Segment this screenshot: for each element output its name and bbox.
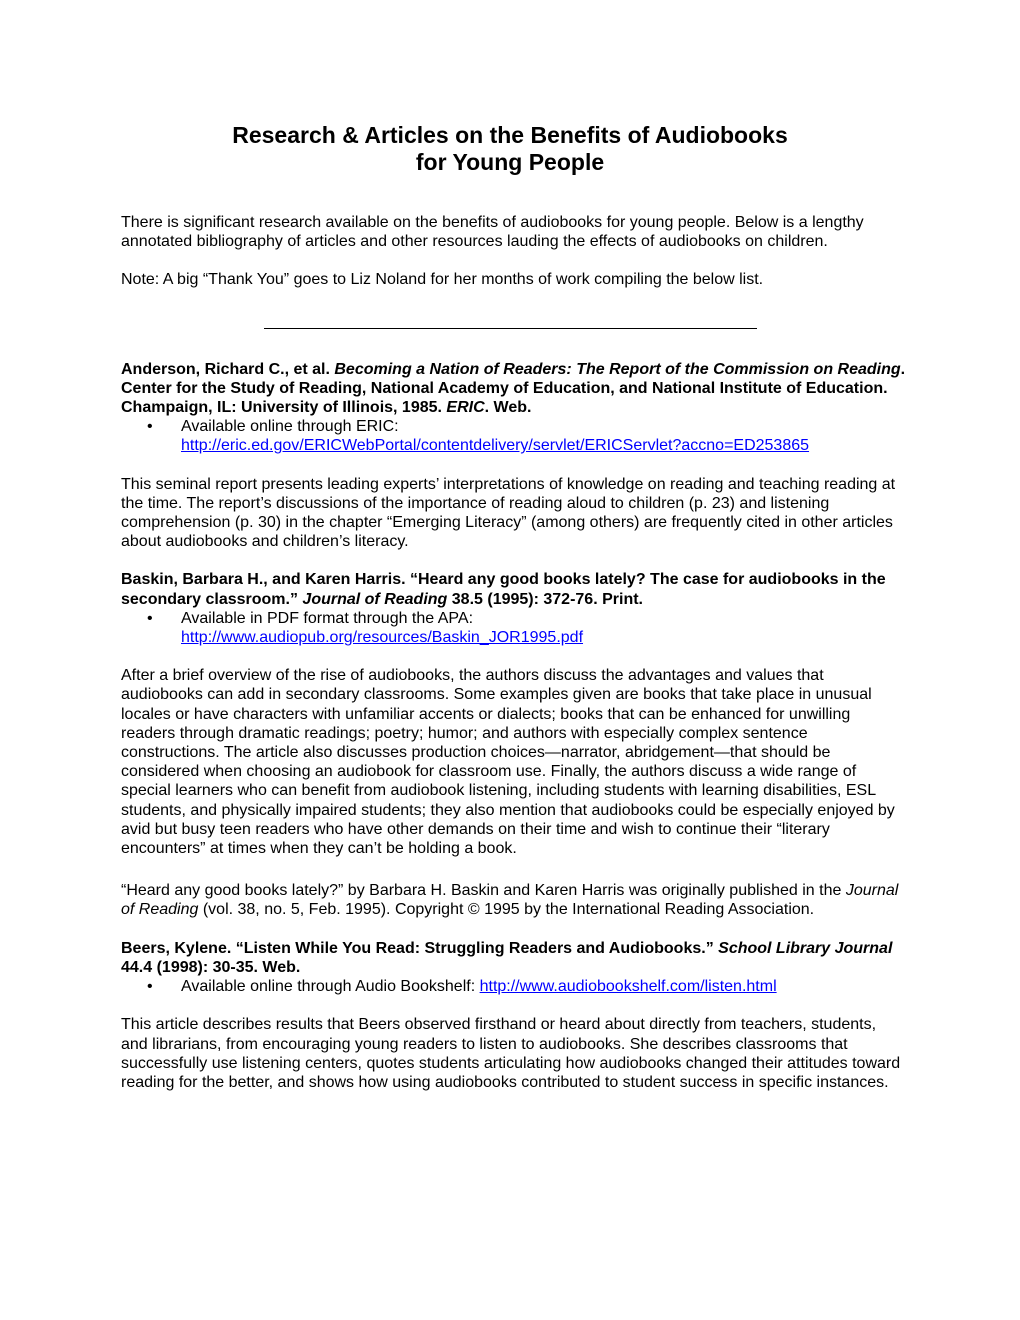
availability-list: [121, 977, 906, 996]
bullet-icon: •: [147, 978, 153, 996]
citation-beers: Beers, Kylene. “Listen While You Read: Struggling Readers and Audiobooks.” School Library Journal 44.4 (1998): 30-35. Web.: [121, 939, 893, 976]
document-body: [121, 213, 906, 1111]
page-title: [0, 122, 1020, 176]
copyright-baskin: “Heard any good books lately?” by Barbara H. Baskin and Karen Harris was originally published in the Journal of Reading (vol. 38, no. 5, Feb. 1995). Copyright © 1995 by the International Reading Association.: [121, 882, 899, 919]
summary-beers: This article describes results that Beers observed firsthand or heard about directly from teachers, students, and librarians, from encouraging young readers to listen to audiobooks. She describes classrooms that successfully use listening centers, quotes students articulating how audiobooks changed their attitudes toward reading for the better, and shows how using audiobooks contributed to student success in specific instances.: [121, 1016, 901, 1091]
audiobookshelf-link[interactable]: http://www.audiobookshelf.com/listen.html: [479, 978, 777, 996]
eric-link[interactable]: http://eric.ed.gov/ERICWebPortal/contentdelivery/servlet/ERICServlet?accno=ED253865: [181, 437, 810, 455]
citation-anderson: Anderson, Richard C., et al. Becoming a Nation of Readers: The Report of the Commission on Reading. Center for the Study of Reading, National Academy of Education, and National Institute of Education. Champaign, IL: University of Illinois, 1985. ERIC. Web.: [121, 360, 906, 417]
audiopub-link[interactable]: http://www.audiopub.org/resources/Baskin_JOR1995.pdf: [181, 629, 584, 647]
availability-list: [121, 609, 906, 647]
title-line-2: for Young People: [415, 149, 605, 175]
list-item: • Available in PDF format through the APA: http://www.audiopub.org/resources/Baskin_JOR1995.pdf: [147, 609, 584, 647]
bullet-icon: •: [147, 609, 153, 627]
list-item: • Available online through ERIC: http://eric.ed.gov/ERICWebPortal/contentdelivery/servlet/ERICServlet?accno=ED253865: [147, 418, 810, 455]
divider: [264, 328, 757, 329]
summary-baskin: After a brief overview of the rise of audiobooks, the authors discuss the advantages and values that audiobooks can add in secondary classrooms. Some examples given are books that take place in unusual locales or have characters with unfamiliar accents or dialects; books that can be enhanced for unwilling readers through dramatic readings; poetry; humor; and authors with especially complex sentence constructions. The article also discusses production choices—narrator, abridgement—that should be considered when choosing an audiobook for classroom use. Finally, the authors discuss a wide range of special learners who can benefit from audiobook listening, including students with learning disabilities, ESL students, and physically impaired students; they also mention that audiobooks could be especially enjoyed by avid but busy teen readers who have other demands on their time and wish to continue their “literary encounters” at times when they can’t be holding a book.: [121, 667, 895, 858]
availability-list: [121, 417, 906, 455]
citation-baskin: Baskin, Barbara H., and Karen Harris. “Heard any good books lately? The case for audiobooks in the secondary classroom.” Journal of Reading 38.5 (1995): 372-76. Print.: [121, 571, 886, 608]
list-item: • Available online through Audio Bookshelf: http://www.audiobookshelf.com/listen.html: [147, 978, 777, 996]
title-line-1: Research & Articles on the Benefits of Audiobooks: [232, 122, 788, 148]
note-paragraph: Note: A big “Thank You” goes to Liz Noland for her months of work compiling the below list.: [121, 271, 764, 289]
bullet-icon: •: [147, 418, 153, 436]
summary-anderson: This seminal report presents leading experts’ interpretations of knowledge on reading and teaching reading at the time. The report’s discussions of the importance of reading aloud to children (p. 23) and listening comprehension (p. 30) in the chapter “Emerging Literacy” (among others) are frequently cited in other articles about audiobooks and children’s literacy.: [121, 475, 896, 551]
intro-paragraph: There is significant research available on the benefits of audiobooks for young people. Below is a lengthy annotated bibliography of articles and other resources lauding the effects of audiobooks on children.: [121, 214, 864, 251]
